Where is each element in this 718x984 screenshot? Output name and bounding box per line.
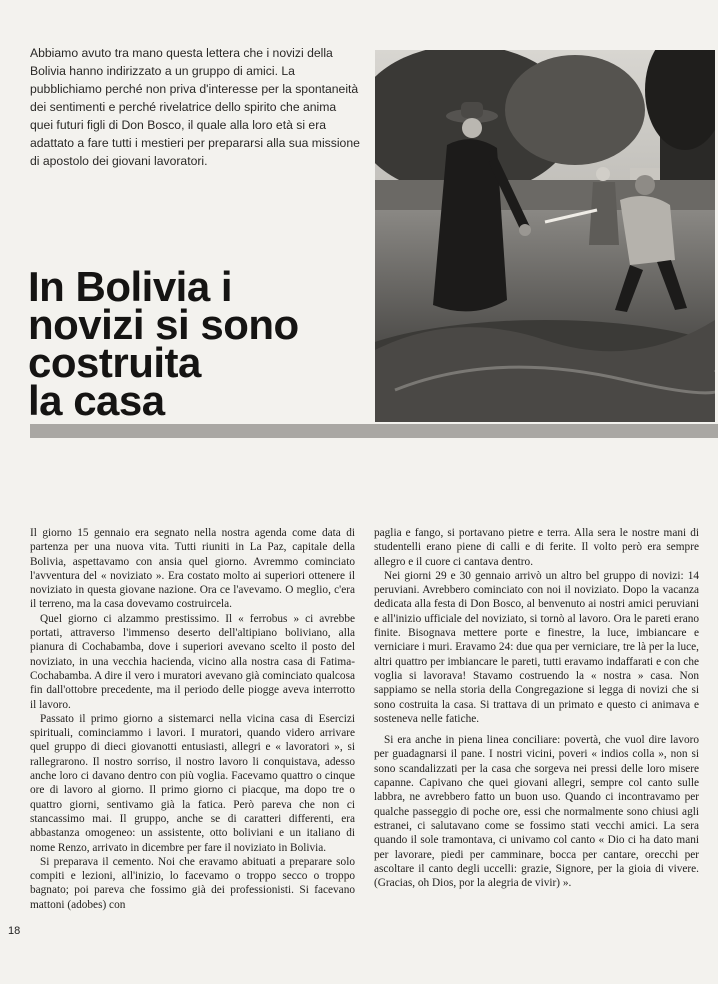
headline-line-3: costruita xyxy=(28,339,201,386)
article-column-left xyxy=(30,526,355,912)
article-paragraph: Quel giorno ci alzammo prestissimo. Il « ferrobus » ci avrebbe portati, attraverso l'immenso deserto dell'altipiano boliviano, alla pianura di Cochabamba, dove i superiori avevano scelto il posto del noviziato, in una vecchia hacienda, vicino alla nostra casa di Fatima-Cochabamba. A dire il vero i muratori avevano già cominciato qualcosa fin dall'ottobre precedente, ma il periodo delle piogge aveva interrotto il lavoro. xyxy=(30,612,355,711)
page-number: 18 xyxy=(8,925,21,937)
novices-working-photo xyxy=(375,50,715,422)
article-headline xyxy=(28,263,368,424)
article-paragraph: Passato il primo giorno a sistemarci nella vicina casa di Esercizi spirituali, cominciammo i lavori. I muratori, quando videro arrivare quel gruppo di dieci giovanotti entusiasti, allegri e « lavoratori », si rallegrarono. Il nostro sorriso, il nostro lavoro li conquistava, adesso anche loro ci davano dentro con più voglia. Facevamo quattro o cinque ore di lavoro al giorno. Il primo giorno ci piacque, ma dopo tre o quattro giorni, sentivamo già la fatica. Però pareva che non ci stancassimo mai. Il gruppo, anche se di caratteri differenti, era abbastanza omogeneo: un assistente, otto boliviani e un italiano di nome Renzo, arrivato in dicembre per fare il noviziato in Bolivia. xyxy=(30,712,355,854)
article-paragraph: Il giorno 15 gennaio era segnato nella nostra agenda come data di partenza per una nuova vita. Tutti riuniti in La Paz, capitale della Bolivia, aspettavamo con ansia quel giorno. Avremmo cominciato l'avventura del « noviziato ». Era costato molto ai superiori ottenere il noviziato in questa giovane nazione. Ora ce l'avevamo. O meglio, c'era il terreno, ma la casa dovevamo costruircela. xyxy=(30,527,355,611)
headline-rule-band xyxy=(30,424,718,438)
intro-paragraph: Abbiamo avuto tra mano questa lettera che i novizi della Bolivia hanno indirizzato a un gruppo di amici. La pubblichiamo perché non priva d'interesse per la spontaneità dei sentimenti e perché rivelatrice dello spirito che anima quei futuri figli di Don Bosco, il quale alla loro età si era adattato a fare tutti i mestieri per prepararsi alla sua missione di apostolo dei giovani lavoratori. xyxy=(30,46,360,168)
headline-line-1: In Bolivia i xyxy=(28,263,233,310)
article-column-right xyxy=(374,526,699,890)
article-paragraph: Si preparava il cemento. Noi che eravamo abituati a preparare solo compiti e lezioni, all'inizio, lo facevamo o troppo secco o troppo bagnato; poi pareva che fossimo già dei professionisti. Si facevano mattoni (adobes) con xyxy=(30,855,355,911)
article-paragraph: Nei giorni 29 e 30 gennaio arrivò un altro bel gruppo di novizi: 14 peruviani. Avrebbero cominciato con noi il noviziato. Dopo la vacanza dedicata alla festa di Don Bosco, al benvenuto ai nostri amici peruviani e all'inizio ufficiale del noviziato, si tornò al lavoro. Ora le pareti erano finite. Bisognava mettere porte e finestre, la luce, imbiancare e verniciare i muri. Eravamo 24: due qua per verniciare, tre là per la luce, altri quattro per imbiancare le pareti, tutti eravamo indaffarati e con che voglia si lavorava! Stavamo costruendo la « nostra » casa. Non sappiamo se nella storia della Congregazione si legga di novizi che si sono costruita la casa. Si trattava di un primato e questo ci animava e sosteneva nelle fatiche. xyxy=(374,569,699,725)
article-paragraph: Si era anche in piena linea conciliare: povertà, che vuol dire lavoro per guadagnarsi il pane. I nostri vicini, poveri « indios colla », non si sono scandalizzati per la casa che sorgeva nei pressi delle loro misere capanne. Capivano che quei giovani allegri, sempre col canto sulle labbra, ne avrebbero fatto un buon uso. Quando ci incontravamo per qualche passeggio di poche ore, essi che normalmente sono chiusi agli estranei, ci salutavano come se fossimo stati vecchi amici. La sera quando il sole tramontava, ci univamo col canto « Dio ci ha dato mani per lavorare, piedi per camminare, bocca per cantare, orecchi per ascoltare il canto degli uccelli: grazie, Signore, per la gioia di vivere. (Gracias, oh Dios, por la alegria de vivir) ». xyxy=(374,734,699,890)
headline-line-2: novizi si sono xyxy=(28,301,299,348)
article-paragraph: paglia e fango, si portavano pietre e terra. Alla sera le nostre mani di studentelli erano piene di calli e di ferite. Il volto però era sempre allegro e il cuore ci cantava dentro. xyxy=(374,527,699,568)
headline-line-4: la casa xyxy=(28,377,165,424)
